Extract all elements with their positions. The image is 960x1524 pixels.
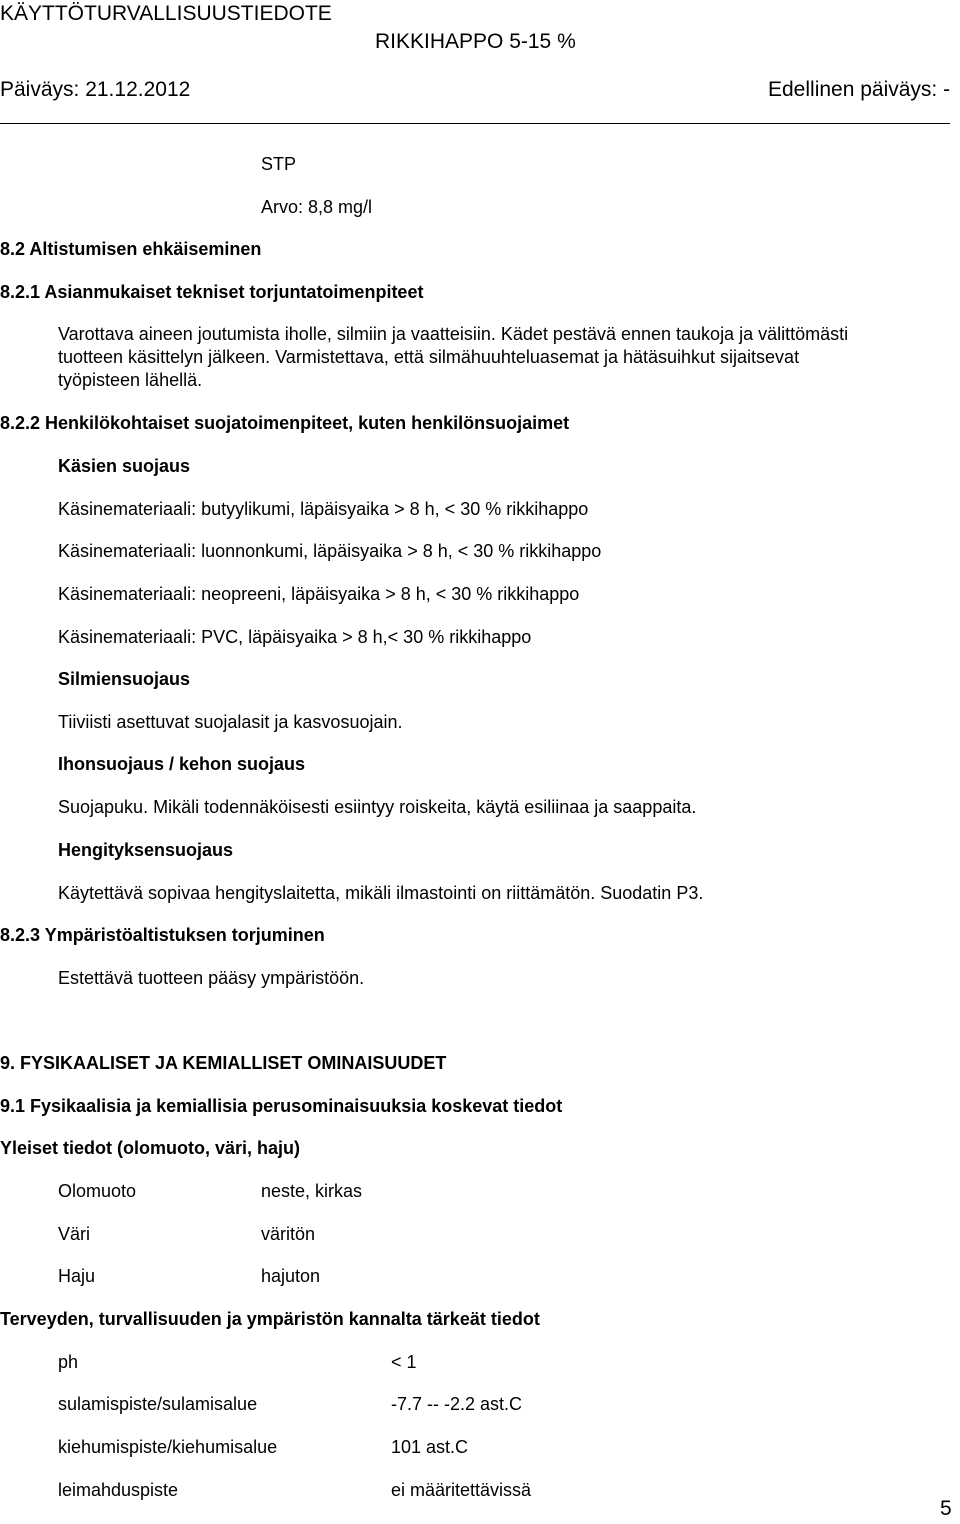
property-label: ph	[58, 1352, 79, 1372]
issue-date: Päiväys: 21.12.2012	[0, 78, 191, 101]
section-8-2-3-text: Estettävä tuotteen pääsy ympäristöön.	[58, 968, 365, 988]
property-label: sulamispiste/sulamisalue	[58, 1394, 258, 1414]
product-name: RIKKIHAPPO 5-15 %	[375, 30, 576, 53]
property-value: ei määritettävissä	[391, 1480, 532, 1500]
property-label: Olomuoto	[58, 1181, 137, 1201]
stp-value: Arvo: 8,8 mg/l	[261, 197, 373, 217]
section-8-2-1-heading: 8.2.1 Asianmukaiset tekniset torjuntatoimenpiteet	[0, 282, 424, 302]
section-8-2-1-line: tuotteen käsittelyn jälkeen. Varmistettava, että silmähuuhteluasemat ja hätäsuihkut sijaitsevat	[58, 347, 800, 367]
property-label: kiehumispiste/kiehumisalue	[58, 1437, 278, 1457]
section-9-1-heading: 9.1 Fysikaalisia ja kemiallisia perusominaisuuksia koskevat tiedot	[0, 1096, 563, 1116]
property-value: väritön	[261, 1224, 316, 1244]
glove-material-item: Käsinemateriaali: PVC, läpäisyaika > 8 h,< 30 % rikkihappo	[58, 627, 532, 647]
section-8-2-3-heading: 8.2.3 Ympäristöaltistuksen torjuminen	[0, 925, 325, 945]
section-9-heading: 9. FYSIKAALISET JA KEMIALLISET OMINAISUUDET	[0, 1053, 447, 1073]
respiratory-protection-text: Käytettävä sopivaa hengityslaitetta, mikäli ilmastointi on riittämätön. Suodatin P3.	[58, 883, 704, 903]
glove-material-item: Käsinemateriaali: neopreeni, läpäisyaika > 8 h, < 30 % rikkihappo	[58, 584, 580, 604]
important-info-heading: Terveyden, turvallisuuden ja ympäristön kannalta tärkeät tiedot	[0, 1309, 540, 1329]
property-value: -7.7 -- -2.2 ast.C	[391, 1394, 523, 1414]
glove-material-item: Käsinemateriaali: luonnonkumi, läpäisyaika > 8 h, < 30 % rikkihappo	[58, 541, 602, 561]
skin-protection-text: Suojapuku. Mikäli todennäköisesti esiintyy roiskeita, käytä esiliinaa ja saappaita.	[58, 797, 697, 817]
section-8-2-2-heading: 8.2.2 Henkilökohtaiset suojatoimenpiteet, kuten henkilönsuojaimet	[0, 413, 570, 433]
general-info-heading: Yleiset tiedot (olomuoto, väri, haju)	[0, 1138, 301, 1158]
section-8-2-1-line: työpisteen lähellä.	[58, 370, 203, 390]
hand-protection-heading: Käsien suojaus	[58, 456, 191, 476]
property-label: Väri	[58, 1224, 91, 1244]
page-number: 5	[940, 1497, 952, 1520]
property-label: leimahduspiste	[58, 1480, 179, 1500]
property-label: Haju	[58, 1266, 96, 1286]
property-value: hajuton	[261, 1266, 321, 1286]
section-8-2-1-line: Varottava aineen joutumista iholle, silmiin ja vaatteisiin. Kädet pestävä ennen taukoja ja välittömästi	[58, 324, 849, 344]
previous-date: Edellinen päiväys: -	[768, 78, 951, 101]
property-value: neste, kirkas	[261, 1181, 363, 1201]
header-divider	[0, 123, 950, 124]
eye-protection-heading: Silmiensuojaus	[58, 669, 191, 689]
glove-material-item: Käsinemateriaali: butyylikumi, läpäisyaika > 8 h, < 30 % rikkihappo	[58, 499, 589, 519]
eye-protection-text: Tiiviisti asettuvat suojalasit ja kasvosuojain.	[58, 712, 403, 732]
section-8-2-heading: 8.2 Altistumisen ehkäiseminen	[0, 239, 262, 259]
skin-protection-heading: Ihonsuojaus / kehon suojaus	[58, 754, 306, 774]
document-title: KÄYTTÖTURVALLISUUSTIEDOTE	[0, 2, 332, 25]
respiratory-protection-heading: Hengityksensuojaus	[58, 840, 234, 860]
property-value: < 1	[391, 1352, 417, 1372]
stp-label: STP	[261, 154, 297, 174]
property-value: 101 ast.C	[391, 1437, 469, 1457]
